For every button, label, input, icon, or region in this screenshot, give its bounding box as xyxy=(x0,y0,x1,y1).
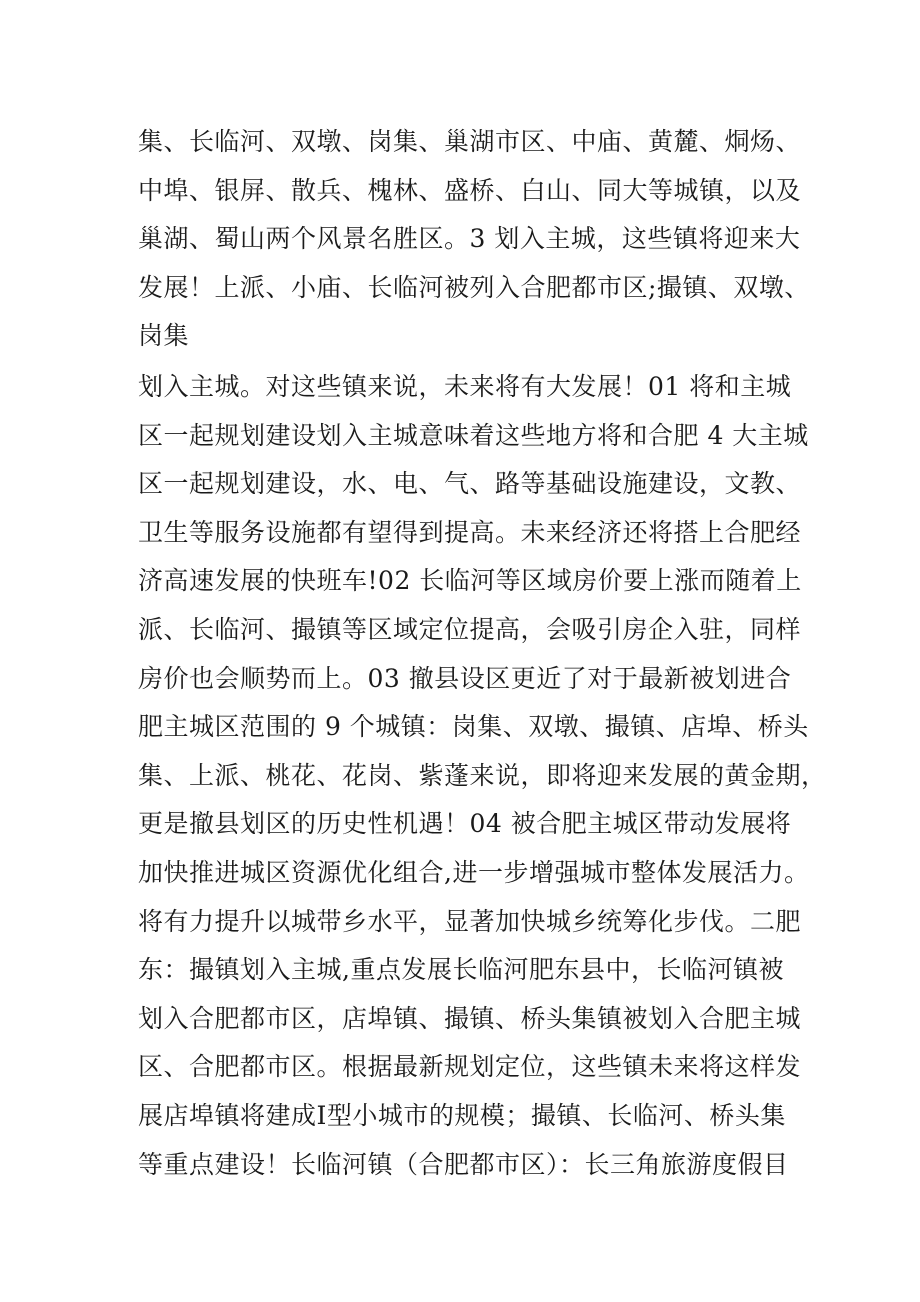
text-line: 区一起规划建设划入主城意味着这些地方将和合肥 4 大主城 xyxy=(138,420,809,450)
text-line: 卫生等服务设施都有望得到提高。未来经济还将搭上合肥经 xyxy=(138,517,802,547)
text-line: 发展！上派、小庙、长临河被列入合肥都市区;撮镇、双墩、 xyxy=(138,272,810,302)
text-line: 济高速发展的快班车!02 长临河等区域房价要上涨而随着上 xyxy=(138,566,802,596)
text-line: 集、上派、桃花、花岗、紫蓬来说，即将迎来发展的黄金期， xyxy=(138,760,827,790)
text-line: 等重点建设！长临河镇（合肥都市区）：长三角旅游度假目 xyxy=(138,1149,789,1179)
text-line: 划入合肥都市区，店埠镇、撮镇、桥头集镇被划入合肥主城 xyxy=(138,1003,802,1033)
text-line: 区一起规划建设，水、电、气、路等基础设施建设，文教、 xyxy=(138,469,802,499)
paragraph-2 xyxy=(138,363,827,1189)
text-line: 中埠、银屏、散兵、槐林、盛桥、白山、同大等城镇，以及 xyxy=(138,175,802,205)
text-line: 将有力提升以城带乡水平，显著加快城乡统筹化步伐。二肥 xyxy=(138,906,802,936)
text-line: 巢湖、蜀山两个风景名胜区。3 划入主城，这些镇将迎来大 xyxy=(138,224,801,254)
paragraph-1 xyxy=(138,118,810,361)
text-line: 划入主城。对这些镇来说，未来将有大发展！01 将和主城 xyxy=(138,372,792,401)
text-line: 展店埠镇将建成Ⅰ型小城市的规模；撮镇、长临河、桥头集 xyxy=(138,1100,786,1130)
text-line: 派、长临河、撮镇等区域定位提高，会吸引房企入驻，同样 xyxy=(138,614,802,644)
text-line: 集、长临河、双墩、岗集、巢湖市区、中庙、黄麓、烔炀、 xyxy=(138,127,802,156)
text-line: 更是撤县划区的历史性机遇！04 被合肥主城区带动发展将 xyxy=(138,809,792,839)
text-line: 肥主城区范围的 9 个城镇：岗集、双墩、撮镇、店埠、桥头 xyxy=(138,712,809,742)
text-line: 东：撮镇划入主城,重点发展长临河肥东县中，长临河镇被 xyxy=(138,955,784,985)
text-line: 房价也会顺势而上。03 撤县设区更近了对于最新被划进合 xyxy=(138,663,792,693)
text-line: 加快推进城区资源优化组合,进一步增强城市整体发展活力。 xyxy=(138,857,810,887)
text-line: 岗集 xyxy=(138,321,190,351)
text-line: 区、合肥都市区。根据最新规划定位，这些镇未来将这样发 xyxy=(138,1052,802,1082)
